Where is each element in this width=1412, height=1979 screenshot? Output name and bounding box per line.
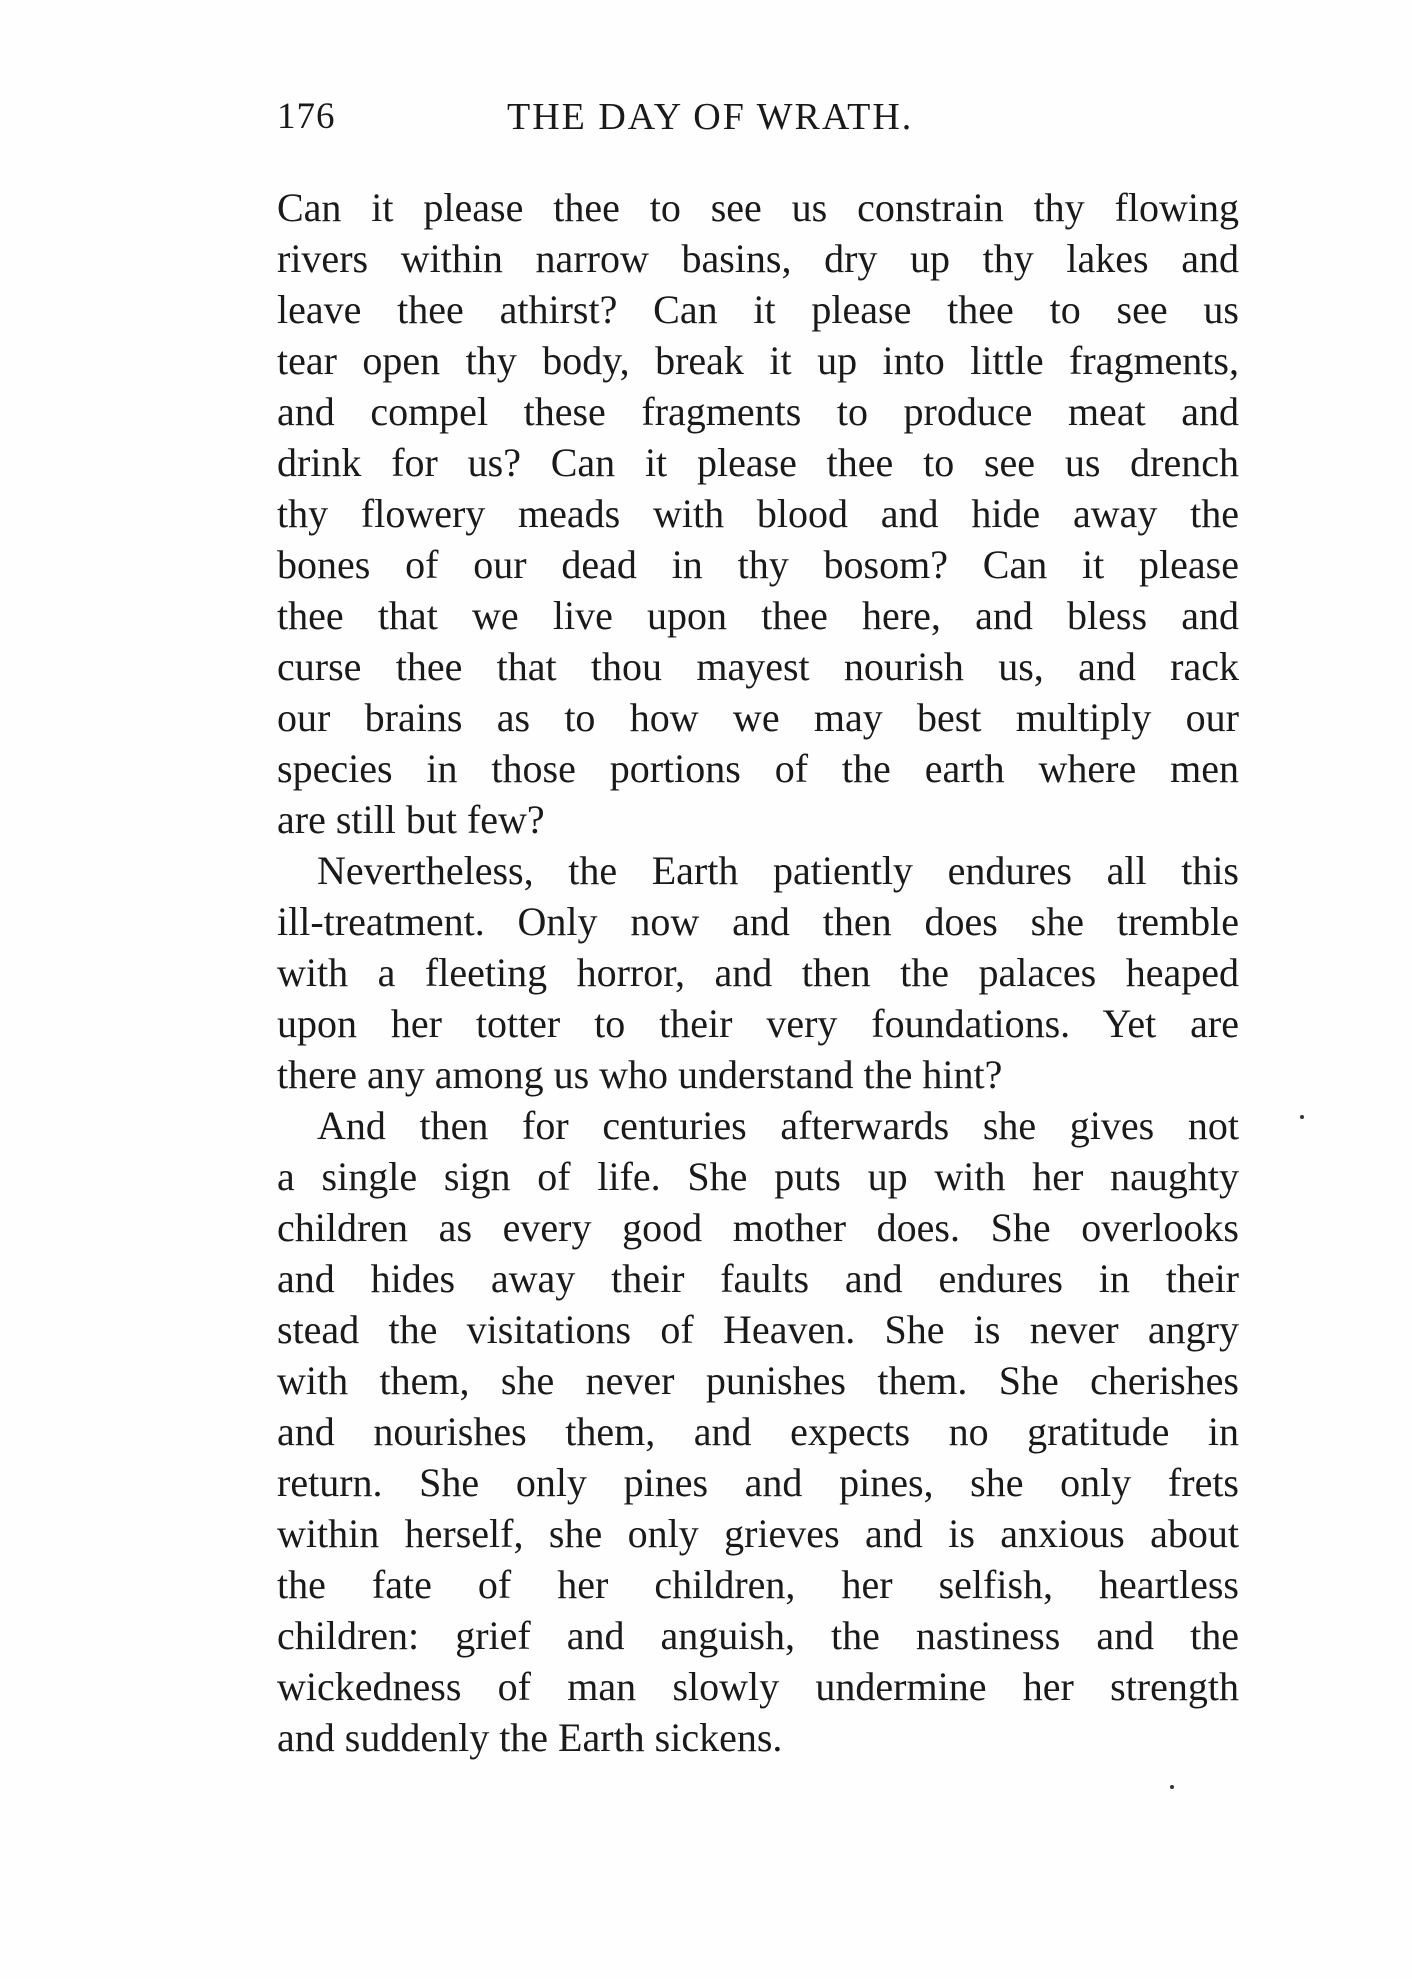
text-line: thy flowery meads with blood and hide away the	[277, 491, 1239, 536]
running-title: THE DAY OF WRATH.	[507, 96, 914, 138]
text-line: with a fleeting horror, and then the palaces heaped	[277, 950, 1239, 995]
running-head	[277, 95, 1227, 145]
text-line: bones of our dead in thy bosom? Can it please	[277, 542, 1239, 587]
paragraph-3	[277, 1100, 1239, 1763]
scan-speck	[1170, 1785, 1174, 1789]
text-line: and nourishes them, and expects no gratitude in	[277, 1409, 1239, 1454]
text-line: species in those portions of the earth where men	[277, 746, 1239, 791]
text-line: and hides away their faults and endures in their	[277, 1256, 1239, 1301]
text-line: drink for us? Can it please thee to see us drench	[277, 440, 1239, 485]
text-line: within herself, she only grieves and is anxious about	[277, 1511, 1239, 1556]
text-line: and suddenly the Earth sickens.	[277, 1715, 783, 1760]
text-line: children: grief and anguish, the nastiness and the	[277, 1613, 1239, 1658]
text-line: Nevertheless, the Earth patiently endures all this	[317, 848, 1239, 893]
text-line: wickedness of man slowly undermine her strength	[277, 1664, 1239, 1709]
text-line: tear open thy body, break it up into little fragments,	[277, 338, 1239, 383]
body-text	[277, 182, 1239, 1763]
text-line: ill-treatment. Only now and then does she tremble	[277, 899, 1239, 944]
page-number: 176	[277, 96, 336, 137]
text-line: curse thee that thou mayest nourish us, and rack	[277, 644, 1239, 689]
text-line: return. She only pines and pines, she only frets	[277, 1460, 1239, 1505]
text-line: a single sign of life. She puts up with her naughty	[277, 1154, 1239, 1199]
paragraph-2	[277, 845, 1239, 1100]
text-line: And then for centuries afterwards she gives not	[317, 1103, 1239, 1148]
text-line: children as every good mother does. She overlooks	[277, 1205, 1239, 1250]
scan-speck	[1300, 1115, 1304, 1119]
text-line: with them, she never punishes them. She cherishes	[277, 1358, 1239, 1403]
text-line: rivers within narrow basins, dry up thy lakes and	[277, 236, 1239, 281]
paragraph-1	[277, 182, 1239, 845]
text-line: our brains as to how we may best multiply our	[277, 695, 1239, 740]
text-line: upon her totter to their very foundations. Yet are	[277, 1001, 1239, 1046]
text-line: are still but few?	[277, 797, 545, 842]
text-line: Can it please thee to see us constrain thy flowing	[277, 185, 1239, 230]
text-line: thee that we live upon thee here, and bless and	[277, 593, 1239, 638]
text-line: and compel these fragments to produce meat and	[277, 389, 1239, 434]
text-line: stead the visitations of Heaven. She is never angry	[277, 1307, 1239, 1352]
text-line: leave thee athirst? Can it please thee to see us	[277, 287, 1239, 332]
text-line: there any among us who understand the hint?	[277, 1052, 1003, 1097]
text-line: the fate of her children, her selfish, heartless	[277, 1562, 1239, 1607]
